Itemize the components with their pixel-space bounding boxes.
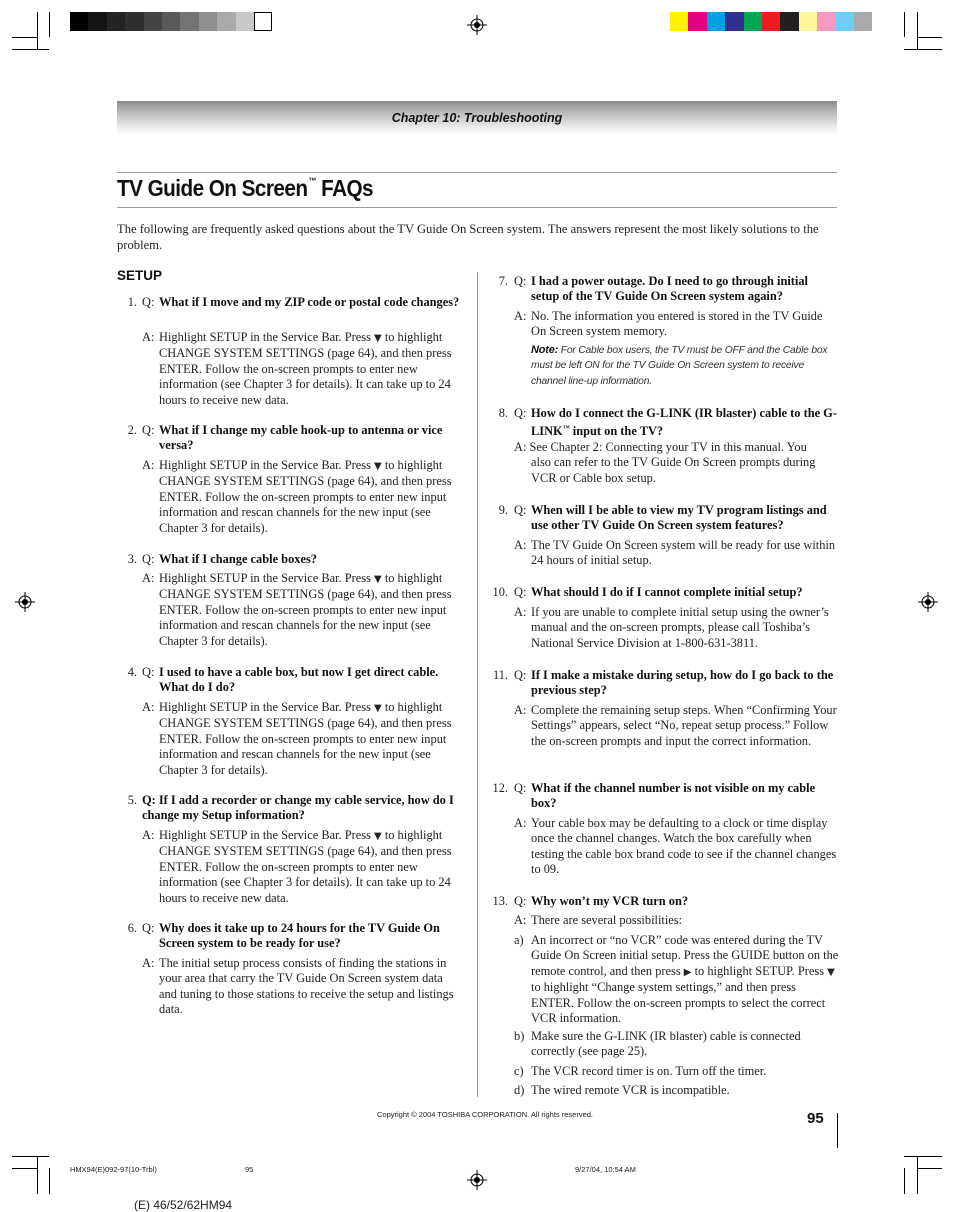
crop-mark <box>12 1156 49 1157</box>
faq-question: 10. Q: What should I do if I cannot complete initial setup? <box>492 585 803 599</box>
crop-mark <box>12 1168 37 1169</box>
page-title: TV Guide On Screen™ FAQs <box>117 175 374 201</box>
faq-answer: A: Highlight SETUP in the Service Bar. Press ▼ to highlight CHANGE SYSTEM SETTINGS (page 64), and then press ENTER. Follow the on-screen prompts to enter new input information and rescan channels for the new input (see Chapter 3 for details). <box>142 571 452 648</box>
down-arrow-icon: ▼ <box>374 461 382 472</box>
faq-answer-item: d) The wired remote VCR is incompatible. <box>514 1083 730 1097</box>
crop-mark <box>37 1156 38 1194</box>
crop-mark <box>49 12 50 37</box>
crop-mark <box>904 49 942 50</box>
calibration-swatch <box>88 12 106 31</box>
calibration-swatch <box>799 12 817 31</box>
faq-answer: A: There are several possibilities: <box>514 913 683 927</box>
faq-question: 9. Q: When will I be able to view my TV program listings and use other TV Guide On Screen system features? <box>498 503 827 533</box>
down-arrow-icon: ▼ <box>374 703 382 714</box>
faq-question: 12. Q: What if the channel number is not visible on my cable box? <box>492 781 816 811</box>
page-number: 95 <box>807 1110 824 1127</box>
copyright-notice: Copyright © 2004 TOSHIBA CORPORATION. All rights reserved. <box>376 1110 594 1119</box>
calibration-swatch <box>236 12 254 31</box>
faq-answer: A: Highlight SETUP in the Service Bar. Press ▼ to highlight CHANGE SYSTEM SETTINGS (page 64), and then press ENTER. Follow the on-screen prompts to enter new input information and rescan channels for the new input (see Chapter 3 for details). <box>142 458 452 535</box>
crop-mark <box>917 37 942 38</box>
calibration-swatch <box>217 12 235 31</box>
calibration-swatch <box>70 12 88 31</box>
intro-paragraph: The following are frequently asked questions about the TV Guide On Screen system. The answers represent the most likely solutions to the problem. <box>117 222 819 252</box>
grayscale-calibration-bar <box>70 12 272 31</box>
down-arrow-icon: ▼ <box>374 333 382 344</box>
calibration-swatch <box>125 12 143 31</box>
faq-answer: A: Complete the remaining setup steps. When “Confirming Your Settings” appears, select “No, repeat setup process.” Follow the on-screen prompts and input the correct information. <box>514 703 837 748</box>
faq-question: 13. Q: Why won’t my VCR turn on? <box>492 894 689 908</box>
model-number: (E) 46/52/62HM94 <box>134 1198 233 1212</box>
down-arrow-icon: ▼ <box>827 966 835 978</box>
chapter-title: Chapter 10: Troubleshooting <box>391 111 563 125</box>
calibration-swatch <box>107 12 125 31</box>
faq-answer: A: Your cable box may be defaulting to a clock or time display once the channel changes. Watch the box carefully when testing the cable box brand code to see if the channel changes to 09. <box>514 816 837 877</box>
faq-question: 3. Q: What if I change cable boxes? <box>127 552 317 566</box>
crop-mark <box>49 1168 50 1194</box>
faq-answer: A: See Chapter 2: Connecting your TV in this manual. You also can refer to the TV Guide On Screen prompts during VCR or Cable box setup. <box>514 440 816 485</box>
faq-question: 5. Q: If I add a recorder or change my cable service, how do I change my Setup information? <box>127 793 454 823</box>
faq-answer: A: The initial setup process consists of finding the stations in your area that carry the TV Guide On Screen system data and tuning to those stations to receive the setup and listings data. <box>142 956 454 1017</box>
down-arrow-icon: ▼ <box>374 574 382 585</box>
calibration-swatch <box>180 12 198 31</box>
crop-mark <box>917 12 918 49</box>
calibration-swatch <box>688 12 706 31</box>
calibration-swatch <box>670 12 688 31</box>
title-bottom-rule <box>117 207 837 208</box>
faq-question: 8. Q: How do I connect the G-LINK (IR blaster) cable to the G-LINK™ input on the TV? <box>498 406 837 439</box>
faq-question: 2. Q: What if I change my cable hook-up to antenna or vice versa? <box>127 423 443 453</box>
registration-mark-icon <box>918 592 938 612</box>
registration-mark-icon <box>15 592 35 612</box>
faq-answer: A: Highlight SETUP in the Service Bar. Press ▼ to highlight CHANGE SYSTEM SETTINGS (page 64), and then press ENTER. Follow the on-screen prompts to enter new input information and rescan channels for the new input (see Chapter 3 for details). <box>142 700 452 777</box>
right-arrow-icon: ▶ <box>683 966 692 978</box>
crop-mark <box>37 12 38 49</box>
color-calibration-bar <box>670 12 872 31</box>
calibration-swatch <box>762 12 780 31</box>
crop-mark <box>12 37 37 38</box>
calibration-swatch <box>162 12 180 31</box>
calibration-swatch <box>199 12 217 31</box>
column-divider <box>477 272 478 1097</box>
calibration-swatch <box>836 12 854 31</box>
crop-mark <box>904 12 905 37</box>
crop-mark <box>12 49 49 50</box>
faq-answer-item: a) An incorrect or “no VCR” code was entered during the TV Guide On Screen initial setup. Press the GUIDE button on the remote control, and then press ▶ to highlight SETUP. Press ▼ to highlight “Change system settings,” and then press ENTER. Follow the on-screen prompts to select the correct VCR information. <box>514 933 839 1026</box>
faq-answer-item: c) The VCR record timer is on. Turn off the timer. <box>514 1064 767 1078</box>
faq-answer-item: b) Make sure the G-LINK (IR blaster) cable is connected correctly (see page 25). <box>514 1029 801 1059</box>
crop-mark <box>917 1168 942 1169</box>
calibration-swatch <box>854 12 872 31</box>
faq-question: 4. Q: I used to have a cable box, but now I get direct cable. What do I do? <box>127 665 439 695</box>
faq-question: 6. Q: Why does it take up to 24 hours for the TV Guide On Screen system to be ready for use? <box>127 921 440 951</box>
calibration-swatch <box>254 12 272 31</box>
calibration-swatch <box>817 12 835 31</box>
registration-mark-icon <box>467 15 487 35</box>
faq-answer: A: If you are unable to complete initial setup using the owner’s manual and the on-screen prompts, please call Toshiba’s National Service Division at 1-800-631-3811. <box>514 605 829 650</box>
faq-answer: A: Highlight SETUP in the Service Bar. Press ▼ to highlight CHANGE SYSTEM SETTINGS (page 64), and then press ENTER. Follow the on-screen prompts to enter new information (see Chapter 3 for details). It can take up to 24 hours to receive new data. <box>142 330 452 407</box>
crop-mark <box>904 1168 905 1194</box>
faq-question: 7. Q: I had a power outage. Do I need to go through initial setup of the TV Guide On Screen system again? <box>498 274 808 304</box>
slug-filename: HMX94(E)092-97(10-Trbl) <box>70 1165 157 1174</box>
faq-question: 1. Q: What if I move and my ZIP code or postal code changes? <box>127 295 460 309</box>
crop-mark <box>904 1156 942 1157</box>
faq-answer: A: Highlight SETUP in the Service Bar. Press ▼ to highlight CHANGE SYSTEM SETTINGS (page 64), and then press ENTER. Follow the on-screen prompts to enter new information (see Chapter 3 for details). It can take up to 24 hours to receive new data. <box>142 828 452 905</box>
calibration-swatch <box>744 12 762 31</box>
title-top-rule <box>117 172 837 173</box>
faq-answer: A: No. The information you entered is stored in the TV Guide On Screen system memory. <box>514 309 823 339</box>
calibration-swatch <box>707 12 725 31</box>
faq-question: 11. Q: If I make a mistake during setup, how do I go back to the previous step? <box>492 668 834 698</box>
note-text: Note: For Cable box users, the TV must be OFF and the Cable box must be left ON for the TV Guide On Screen system to receive channel line-up information. <box>531 344 828 387</box>
calibration-swatch <box>725 12 743 31</box>
registration-mark-icon <box>467 1170 487 1190</box>
down-arrow-icon: ▼ <box>374 831 382 842</box>
section-heading: SETUP <box>117 268 163 283</box>
slug-date: 9/27/04, 10:54 AM <box>575 1165 636 1174</box>
faq-answer: A: The TV Guide On Screen system will be ready for use within 24 hours of initial setup. <box>514 538 836 568</box>
crop-mark <box>917 1156 918 1194</box>
calibration-swatch <box>144 12 162 31</box>
slug-page: 95 <box>245 1165 254 1174</box>
calibration-swatch <box>780 12 798 31</box>
